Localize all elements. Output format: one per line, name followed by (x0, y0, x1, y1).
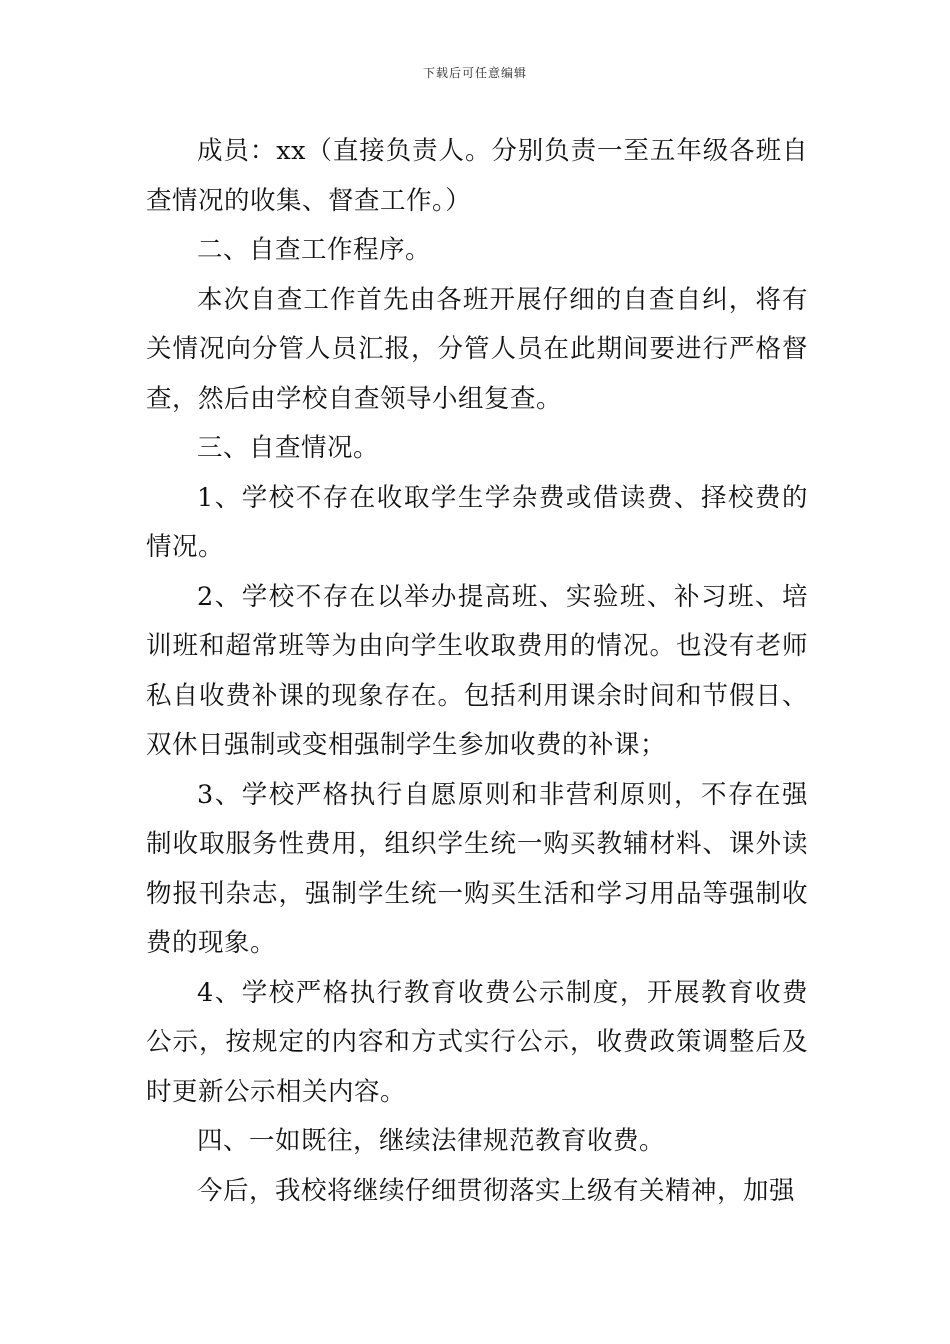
heading-procedure: 二、自查工作程序。 (197, 235, 432, 265)
paragraph-future: 今后，我校将继续仔细贯彻落实上级有关精神，加强 (197, 1175, 796, 1206)
paragraph-item-2: 2、学校不存在以举办提高班、实验班、补习班、培训班和超常班等为由向学生收取费用的情况。也没有老师私自收费补课的现象存在。包括利用课余时间和节假日、双休日强制或变相强制学生参加收费的补课； (146, 581, 808, 760)
paragraph-item-3: 3、学校严格执行自愿原则和非营利原则，不存在强制收取服务性费用，组织学生统一购买教辅材料、课外读物报刊杂志，强制学生统一购买生活和学习用品等强制收费的现象。 (146, 779, 808, 958)
paragraph-procedure: 本次自查工作首先由各班开展仔细的自查自纠，将有关情况向分管人员汇报，分管人员在此期间要进行严格督查，然后由学校自查领导小组复查。 (146, 284, 808, 414)
document-body (146, 127, 808, 1216)
paragraph-item-4: 4、学校严格执行教育收费公示制度，开展教育收费公示，按规定的内容和方式实行公示，收费政策调整后及时更新公示相关内容。 (146, 977, 808, 1107)
heading-status: 三、自查情况。 (197, 433, 380, 463)
paragraph-item-1: 1、学校不存在收取学生学杂费或借读费、择校费的情况。 (146, 482, 808, 562)
heading-continue: 四、一如既往，继续法律规范教育收费。 (197, 1126, 666, 1156)
paragraph-members: 成员：xx（直接负责人。分别负责一至五年级各班自查情况的收集、督查工作。） (146, 136, 808, 216)
page-header-note: 下载后可任意编辑 (422, 66, 527, 80)
